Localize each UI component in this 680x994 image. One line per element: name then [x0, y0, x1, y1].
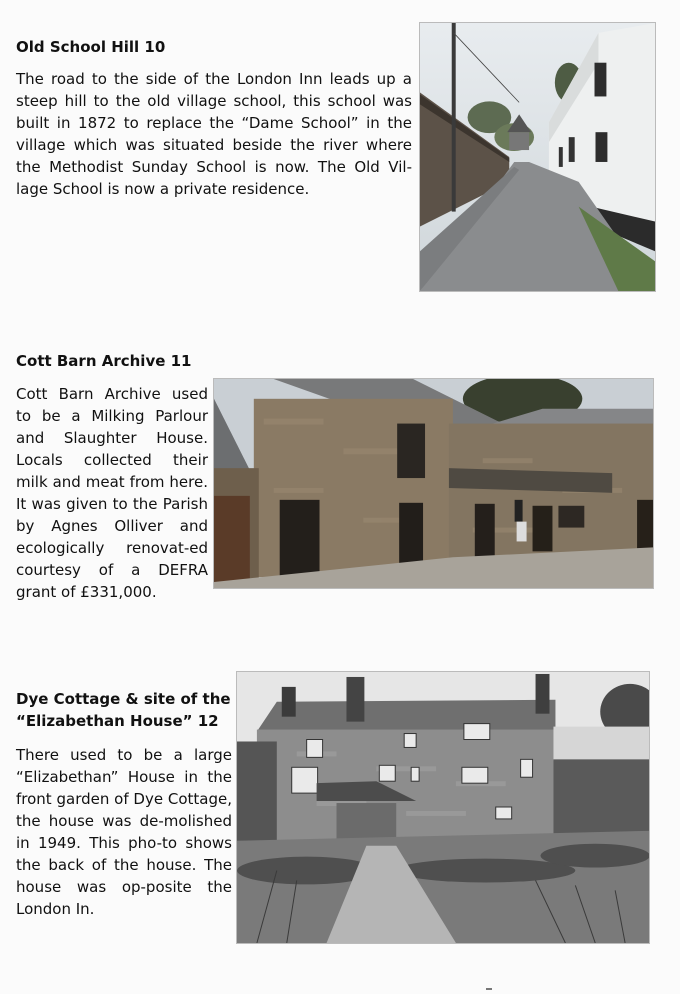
- lane-photo-icon: [420, 23, 655, 291]
- barn-photo-icon: [214, 379, 653, 588]
- section-text-old-school-hill: The road to the side of the London Inn leads up a steep hill to the old village school, this school was built in 1872 to replace the “Dame School” in the village which was situated beside the river where the Methodist Sunday School is now. The Old Vil-lage School is now a private residence.: [16, 70, 412, 198]
- cott-barn-archive-photo: [213, 378, 654, 589]
- section-heading-dye-cottage-line1: Dye Cottage & site of the: [16, 690, 231, 708]
- section-text-cott-barn-archive: Cott Barn Archive used to be a Milking Parlour and Slaughter House. Locals collected their milk and meat from here. It was given to the Parish by Agnes Olliver and ecologically renovat-ed courtesy of a DEFRA grant of £331,000.: [16, 385, 208, 601]
- section-heading-dye-cottage: [16, 689, 231, 731]
- section-heading-dye-cottage-line2: “Elizabethan House” 12: [16, 712, 219, 730]
- section-text-dye-cottage: There used to be a large “Elizabethan” House in the front garden of Dye Cottage, the house was de-molished in 1949. This pho-to shows the back of the house. The house was op-posite the London In.: [16, 746, 232, 918]
- cottage-photo-icon: [237, 672, 649, 943]
- dye-cottage-photo: [236, 671, 650, 944]
- section-heading-cott-barn-archive: Cott Barn Archive 11: [16, 352, 192, 370]
- page-mark: [486, 988, 492, 990]
- old-school-hill-photo: [419, 22, 656, 292]
- section-heading-old-school-hill: Old School Hill 10: [16, 38, 166, 56]
